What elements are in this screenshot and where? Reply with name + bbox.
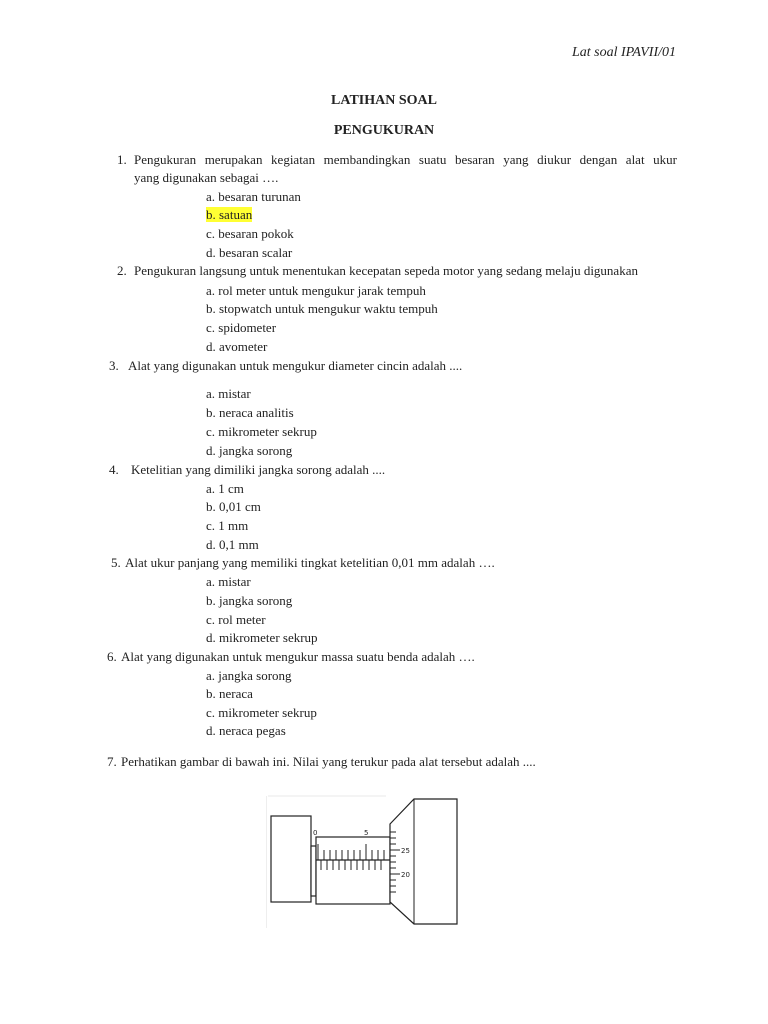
- question-4-option-c: c. 1 mm: [206, 518, 249, 533]
- question-6-option-b: b. neraca: [206, 686, 253, 701]
- sleeve-label-0: 0: [313, 829, 318, 837]
- highlighted-answer: b. satuan: [206, 207, 253, 222]
- question-6-text: Alat yang digunakan untuk mengukur massa suatu benda adalah ….: [121, 649, 475, 664]
- question-1-option-c: c. besaran pokok: [206, 226, 294, 241]
- question-3-option-d: d. jangka sorong: [206, 443, 293, 458]
- question-5-text: Alat ukur panjang yang memiliki tingkat ketelitian 0,01 mm adalah ….: [125, 555, 495, 570]
- question-1-number: 1.: [117, 152, 127, 167]
- question-5-number: 5.: [111, 555, 121, 570]
- question-5-option-d: d. mikrometer sekrup: [206, 630, 318, 645]
- micrometer-figure: [266, 794, 460, 928]
- question-3-option-a: a. mistar: [206, 386, 251, 401]
- question-3-text: Alat yang digunakan untuk mengukur diameter cincin adalah ....: [128, 358, 463, 373]
- question-4-number: 4.: [109, 462, 119, 477]
- question-4-text: Ketelitian yang dimiliki jangka sorong adalah ....: [131, 462, 386, 477]
- page-title: LATIHAN SOAL: [331, 93, 437, 108]
- question-6-option-c: c. mikrometer sekrup: [206, 705, 317, 720]
- document-reference: Lat soal IPAVII/01: [571, 45, 676, 60]
- question-3-option-c: c. mikrometer sekrup: [206, 424, 317, 439]
- question-4-option-d: d. 0,1 mm: [206, 537, 259, 552]
- question-7-number: 7.: [107, 754, 117, 769]
- question-1-option-d: d. besaran scalar: [206, 245, 293, 260]
- question-5-option-b: b. jangka sorong: [206, 593, 293, 608]
- question-2-option-d: d. avometer: [206, 339, 268, 354]
- question-4-option-b: b. 0,01 cm: [206, 499, 261, 514]
- question-1-text-line1: Pengukuran merupakan kegiatan membandingkan suatu besaran yang diukur dengan alat ukur: [134, 152, 677, 167]
- page-subtitle: PENGUKURAN: [333, 123, 435, 138]
- micrometer-sleeve: [316, 837, 390, 904]
- question-3-option-b: b. neraca analitis: [206, 405, 294, 420]
- thimble-label-25: 25: [401, 847, 410, 855]
- question-4-option-a: a. 1 cm: [206, 481, 244, 496]
- question-2-option-a: a. rol meter untuk mengukur jarak tempuh: [206, 283, 426, 298]
- question-2-number: 2.: [117, 263, 127, 278]
- question-7-text: Perhatikan gambar di bawah ini. Nilai yang terukur pada alat tersebut adalah ....: [121, 754, 536, 769]
- question-6-option-d: d. neraca pegas: [206, 723, 286, 738]
- question-6-option-a: a. jangka sorong: [206, 668, 292, 683]
- question-1-option-b: [206, 206, 252, 224]
- micrometer-anvil: [271, 816, 311, 902]
- question-2-option-c: c. spidometer: [206, 320, 277, 335]
- question-6-number: 6.: [107, 649, 117, 664]
- sleeve-label-5: 5: [364, 829, 369, 837]
- question-3-number: 3.: [109, 358, 119, 373]
- question-5-option-a: a. mistar: [206, 574, 251, 589]
- question-1-text-line2: yang digunakan sebagai ….: [134, 170, 279, 185]
- question-2-option-b: b. stopwatch untuk mengukur waktu tempuh: [206, 301, 438, 316]
- micrometer-thimble: [390, 799, 457, 924]
- question-5-option-c: c. rol meter: [206, 612, 266, 627]
- question-1-option-a: a. besaran turunan: [206, 189, 301, 204]
- question-2-text: Pengukuran langsung untuk menentukan kecepatan sepeda motor yang sedang melaju digunakan: [134, 263, 638, 278]
- thimble-label-20: 20: [401, 871, 410, 879]
